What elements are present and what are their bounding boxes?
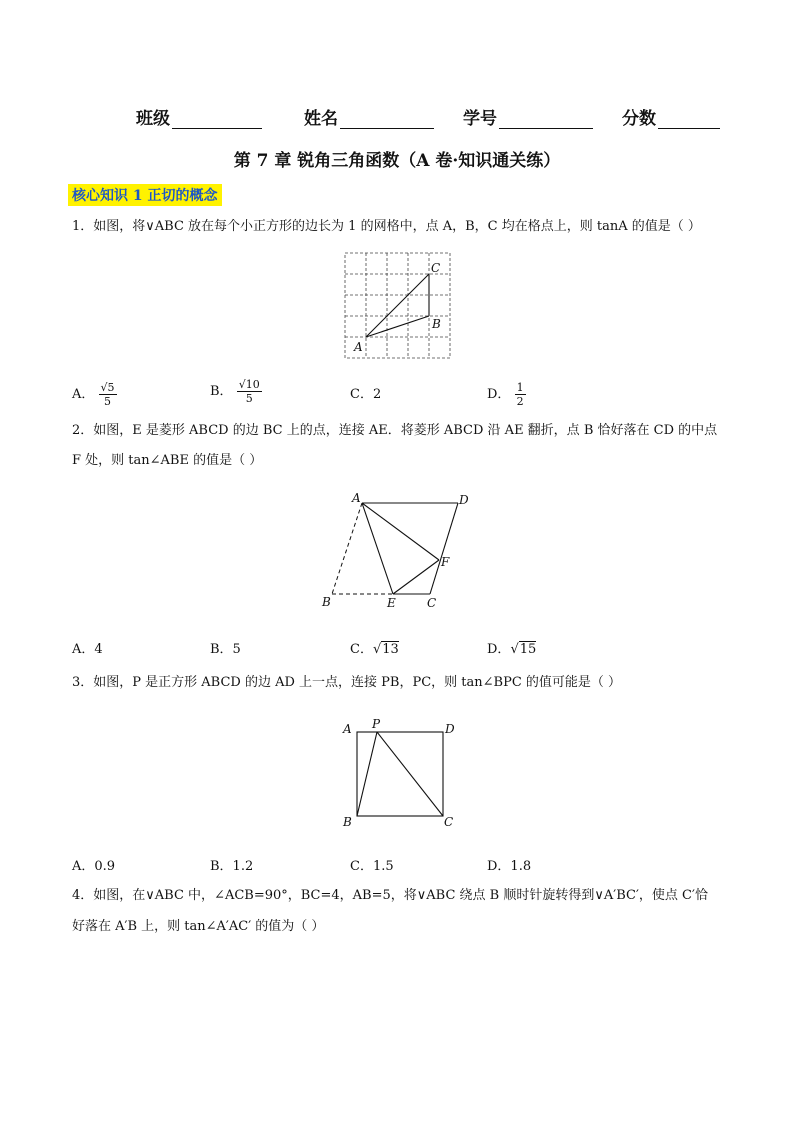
page-title: 第 7 章 锐角三角函数（A 卷·知识通关练）: [233, 151, 561, 171]
q3-option-d[interactable]: D．1.8: [487, 859, 532, 874]
question-2-line-1: 2．如图，E 是菱形 ABCD 的边 BC 上的点，连接 AE．将菱形 ABCD 沿 AE 翻折，点 B 恰好落在 CD 的中点: [72, 423, 718, 438]
q1-option-d[interactable]: D． $\frac{1}{2}$: [487, 381, 524, 408]
question-4-line-2: 好落在 A′B 上，则 tan∠A′AC′ 的值为（ ）: [72, 919, 325, 934]
q1-option-b[interactable]: B． $\frac{√10}{5}$: [210, 378, 260, 405]
q2-point-D: D: [459, 493, 469, 507]
q2-point-C: C: [427, 596, 437, 610]
q1-grid-figure: [340, 250, 455, 360]
q2-point-B: B: [322, 595, 331, 609]
q2-option-d-radicand: 15: [519, 642, 537, 657]
q3-option-c[interactable]: C．1.5: [350, 859, 394, 874]
id-field[interactable]: [463, 104, 593, 129]
question-2-line-2: F 处，则 tan∠ABE 的值是（ ）: [72, 453, 263, 468]
q2-option-d[interactable]: D．√15: [487, 642, 537, 657]
q1-point-A: A: [354, 340, 363, 354]
class-blank[interactable]: [172, 110, 262, 129]
q3-point-P: P: [372, 717, 381, 731]
id-blank[interactable]: [499, 110, 593, 129]
score-field[interactable]: [622, 104, 720, 129]
name-blank[interactable]: [340, 110, 434, 129]
q2-point-A: A: [352, 491, 361, 505]
question-4-line-1: 4．如图，在∨ABC 中，∠ACB=90°，BC=4，AB=5，将∨ABC 绕点 B 顺时针旋转得到∨A′BC′，使点 C′恰: [72, 888, 708, 903]
id-label: 学号: [463, 109, 497, 129]
q3-point-A: A: [343, 722, 352, 736]
q3-point-C: C: [444, 815, 454, 829]
q1-point-C: C: [431, 261, 441, 275]
q2-point-E: E: [387, 596, 396, 610]
q3-option-b[interactable]: B．1.2: [210, 859, 254, 874]
class-field[interactable]: [136, 104, 262, 129]
name-label: 姓名: [304, 109, 338, 129]
q1-option-a[interactable]: A． $\frac{√5}{5}$: [72, 381, 115, 408]
q3-point-B: B: [343, 815, 352, 829]
q3-square-figure: [338, 715, 463, 833]
q1-option-c[interactable]: C．2: [350, 387, 382, 402]
score-label: 分数: [622, 109, 656, 129]
class-label: 班级: [136, 109, 170, 129]
question-3-text: 3．如图，P 是正方形 ABCD 的边 AD 上一点，连接 PB，PC，则 tan∠BPC 的值可能是（ ）: [72, 675, 622, 690]
q2-option-a[interactable]: A．4: [72, 642, 103, 657]
q2-option-b[interactable]: B．5: [210, 642, 241, 657]
q2-option-c[interactable]: C．√13: [350, 642, 399, 657]
question-1-text: 1．如图，将∨ABC 放在每个小正方形的边长为 1 的网格中，点 A，B，C 均在格点上，则 tanA 的值是（ ）: [72, 219, 701, 234]
q2-option-c-radicand: 13: [382, 642, 399, 657]
q3-option-a[interactable]: A．0.9: [72, 859, 116, 874]
name-field[interactable]: [304, 104, 434, 129]
q2-point-F: F: [441, 555, 450, 569]
q1-option-d-fraction: $\frac{1}{2}$: [516, 381, 524, 408]
q3-point-D: D: [445, 722, 455, 736]
q1-point-B: B: [432, 317, 441, 331]
q2-rhombus-figure: [318, 488, 478, 613]
score-blank[interactable]: [658, 110, 720, 129]
section-heading: 核心知识 1 正切的概念: [68, 184, 222, 206]
q1-option-a-fraction: $\frac{√5}{5}$: [100, 381, 115, 408]
q1-option-b-fraction: $\frac{√10}{5}$: [238, 378, 260, 405]
